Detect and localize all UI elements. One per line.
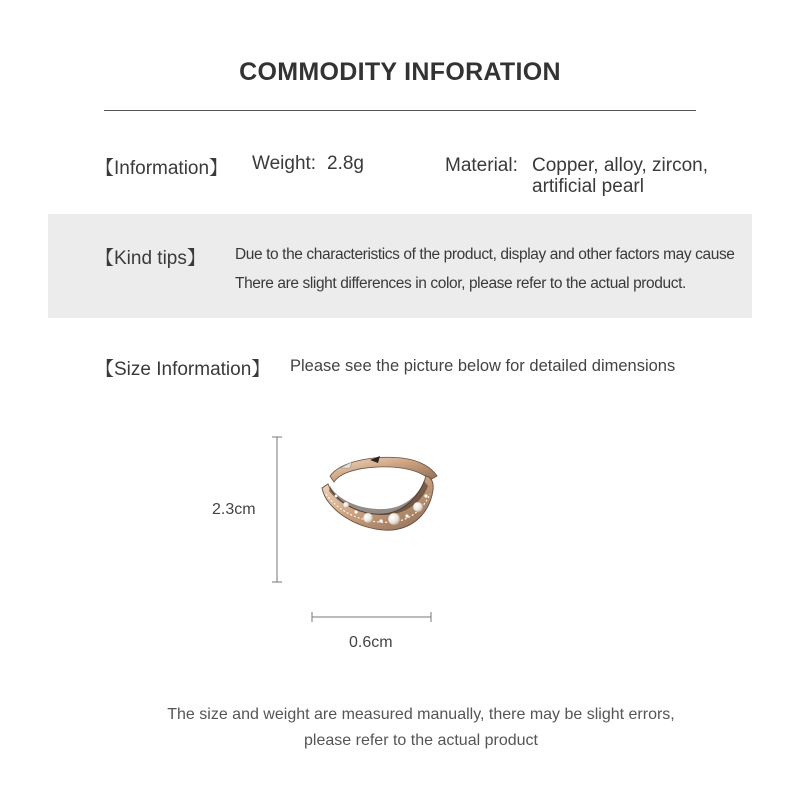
material-value-line-1: Copper, alloy, zircon,: [532, 155, 709, 176]
kind-tips-line-2: There are slight differences in color, please refer to the actual product.: [235, 275, 686, 292]
material-value-line-2: artificial pearl: [532, 176, 644, 197]
ring-image: [322, 456, 437, 530]
height-dimension-line: [272, 437, 282, 582]
footer-line-2: please refer to the actual product: [304, 732, 538, 749]
footer-note: [0, 702, 800, 754]
size-description: Please see the picture below for detailed dimensions: [290, 357, 676, 375]
width-dimension-label: 0.6cm: [349, 634, 393, 651]
page-title: COMMODITY INFORATION: [239, 58, 561, 86]
size-information-label: 【Size Information】: [95, 359, 271, 380]
kind-tips-label: 【Kind tips】: [95, 248, 206, 269]
width-dimension-line: [312, 612, 431, 622]
information-label: 【Information】: [95, 158, 229, 179]
footer-line-1: The size and weight are measured manually, there may be slight errors,: [167, 706, 675, 723]
weight-label: Weight:: [252, 153, 317, 174]
height-dimension-label: 2.3cm: [212, 501, 256, 518]
material-label: Material:: [445, 155, 518, 176]
kind-tips-line-1: Due to the characteristics of the product, display and other factors may cause: [235, 246, 735, 263]
weight-value: 2.8g: [327, 153, 364, 174]
